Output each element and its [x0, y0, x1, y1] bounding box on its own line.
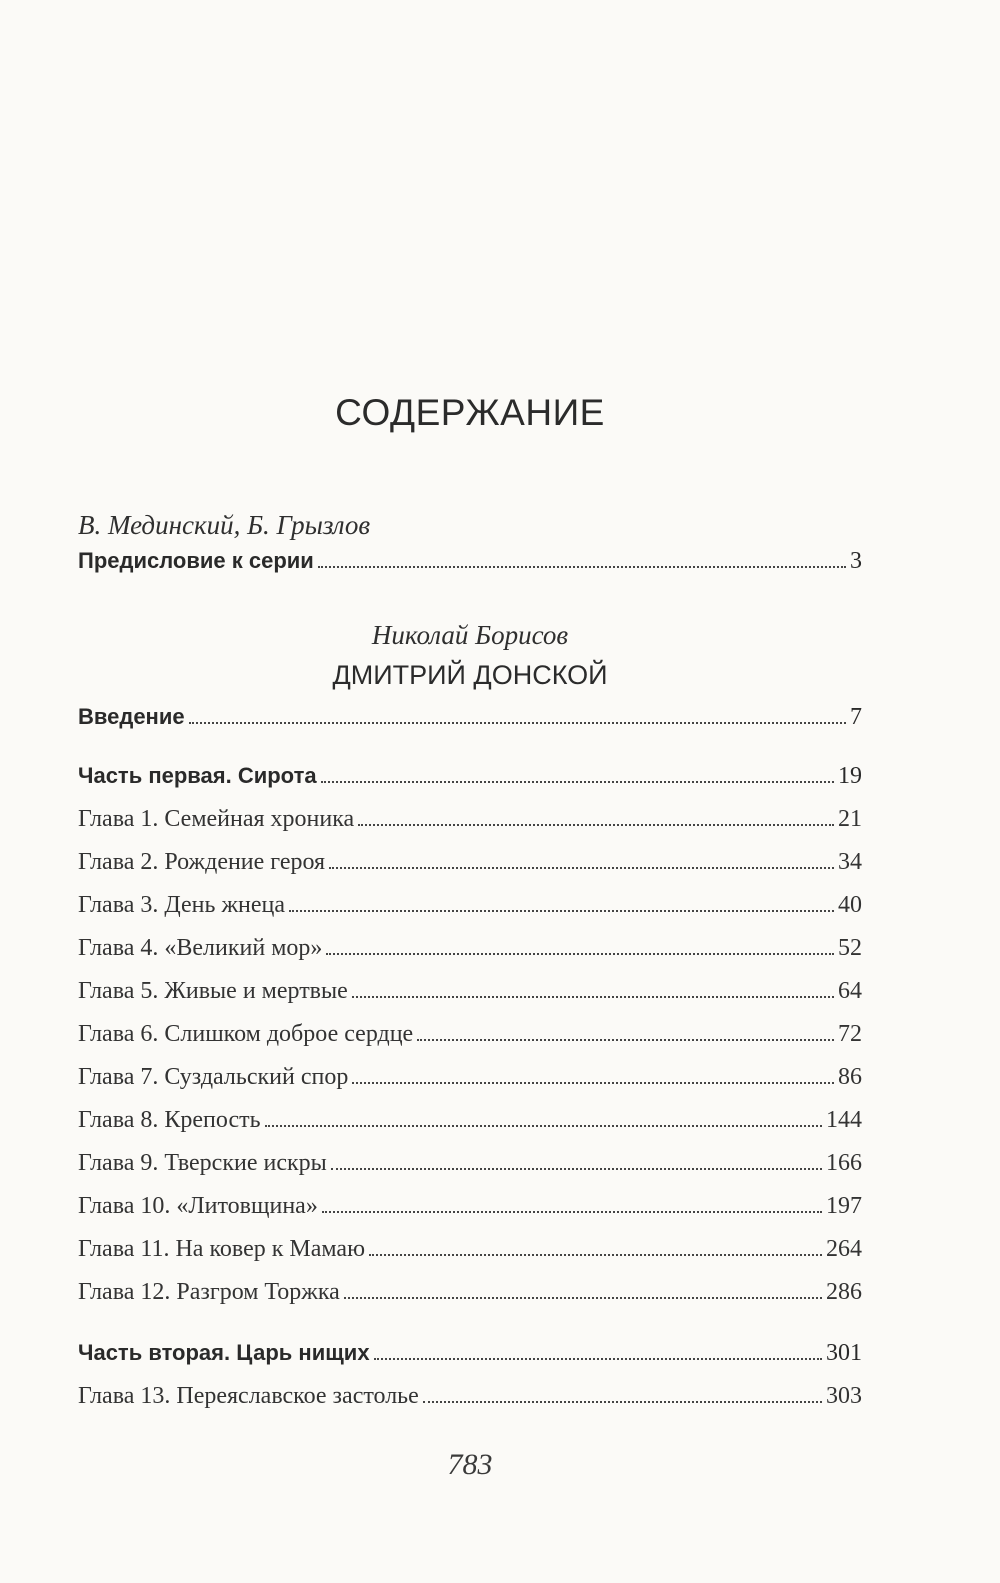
toc-entry-label: Часть вторая. Царь нищих [78, 1340, 370, 1365]
toc-entry-introduction[interactable] [78, 704, 862, 731]
toc-entry-page: 197 [826, 1193, 862, 1219]
toc-entry-page: 303 [826, 1383, 862, 1409]
toc-entry-page: 21 [838, 806, 862, 832]
toc-entry-preface[interactable] [78, 548, 862, 575]
dot-leader [352, 1082, 834, 1084]
toc-entry-page: 64 [838, 978, 862, 1004]
book-author: Николай Борисов [371, 620, 569, 650]
page-title: СОДЕРЖАНИЕ [335, 392, 605, 433]
toc-entry-chapter-11[interactable] [78, 1236, 862, 1263]
toc-entry-page: 34 [838, 849, 862, 875]
page-number: 783 [447, 1448, 493, 1481]
toc-entry-label: Глава 13. Переяславское застолье [78, 1383, 419, 1409]
toc-entry-label: Введение [78, 704, 185, 729]
toc-entry-chapter-6[interactable] [78, 1021, 862, 1048]
dot-leader [265, 1125, 822, 1127]
toc-entry-page: 40 [838, 892, 862, 918]
toc-entry-chapter-12[interactable] [78, 1279, 862, 1306]
dot-leader [329, 867, 834, 869]
toc-entry-label: Глава 11. На ковер к Мамаю [78, 1236, 366, 1262]
dot-leader [369, 1254, 822, 1256]
toc-entry-label: Глава 8. Крепость [78, 1107, 261, 1133]
toc-entry-chapter-10[interactable] [78, 1193, 862, 1220]
toc-entry-chapter-1[interactable] [78, 806, 862, 833]
toc-entry-label: Глава 7. Суздальский спор [78, 1064, 349, 1090]
toc-entry-label: Глава 3. День жнеца [78, 892, 286, 918]
toc-entry-page: 86 [838, 1064, 862, 1090]
toc-entry-part-2[interactable] [78, 1340, 862, 1367]
toc-entry-page: 301 [826, 1340, 862, 1366]
toc-entry-page: 144 [826, 1107, 862, 1133]
dot-leader [318, 566, 846, 568]
toc-entry-label: Глава 1. Семейная хроника [78, 806, 355, 832]
dot-leader [358, 824, 834, 826]
book-title: ДМИТРИЙ ДОНСКОЙ [332, 660, 608, 690]
preface-authors: В. Мединский, Б. Грызлов [78, 510, 371, 540]
toc-entry-chapter-9[interactable] [78, 1150, 862, 1177]
toc-entry-part-1[interactable] [78, 763, 862, 790]
toc-entry-label: Глава 9. Тверские искры [78, 1150, 327, 1176]
dot-leader [344, 1297, 822, 1299]
toc-entry-chapter-5[interactable] [78, 978, 862, 1005]
toc-entry-chapter-4[interactable] [78, 935, 862, 962]
dot-leader [331, 1168, 822, 1170]
toc-entry-label: Глава 12. Разгром Торжка [78, 1279, 340, 1305]
dot-leader [189, 722, 846, 724]
toc-entry-page: 52 [838, 935, 862, 961]
toc-entry-page: 19 [838, 763, 862, 789]
toc-entry-label: Глава 5. Живые и мертвые [78, 978, 348, 1004]
dot-leader [417, 1039, 834, 1041]
toc-entry-page: 286 [826, 1279, 862, 1305]
toc-entry-label: Глава 6. Слишком доброе сердце [78, 1021, 414, 1047]
toc-entry-chapter-8[interactable] [78, 1107, 862, 1134]
toc-entry-chapter-7[interactable] [78, 1064, 862, 1091]
toc-entry-page: 3 [850, 548, 862, 574]
toc-entry-chapter-2[interactable] [78, 849, 862, 876]
toc-entry-label: Предисловие к серии [78, 548, 314, 573]
dot-leader [321, 781, 834, 783]
toc-page [78, 0, 862, 1583]
dot-leader [423, 1401, 822, 1403]
dot-leader [326, 953, 834, 955]
toc-entry-page: 166 [826, 1150, 862, 1176]
toc-entry-label: Часть первая. Сирота [78, 763, 317, 788]
toc-entry-page: 7 [850, 704, 862, 730]
toc-entry-page: 72 [838, 1021, 862, 1047]
toc-entry-chapter-3[interactable] [78, 892, 862, 919]
toc-entry-chapter-13[interactable] [78, 1383, 862, 1410]
dot-leader [352, 996, 834, 998]
dot-leader [289, 910, 834, 912]
toc-entry-page: 264 [826, 1236, 862, 1262]
dot-leader [374, 1358, 822, 1360]
toc-entry-label: Глава 10. «Литовщина» [78, 1193, 318, 1219]
toc-entry-label: Глава 2. Рождение героя [78, 849, 326, 875]
toc-entry-label: Глава 4. «Великий мор» [78, 935, 323, 961]
dot-leader [322, 1211, 822, 1213]
